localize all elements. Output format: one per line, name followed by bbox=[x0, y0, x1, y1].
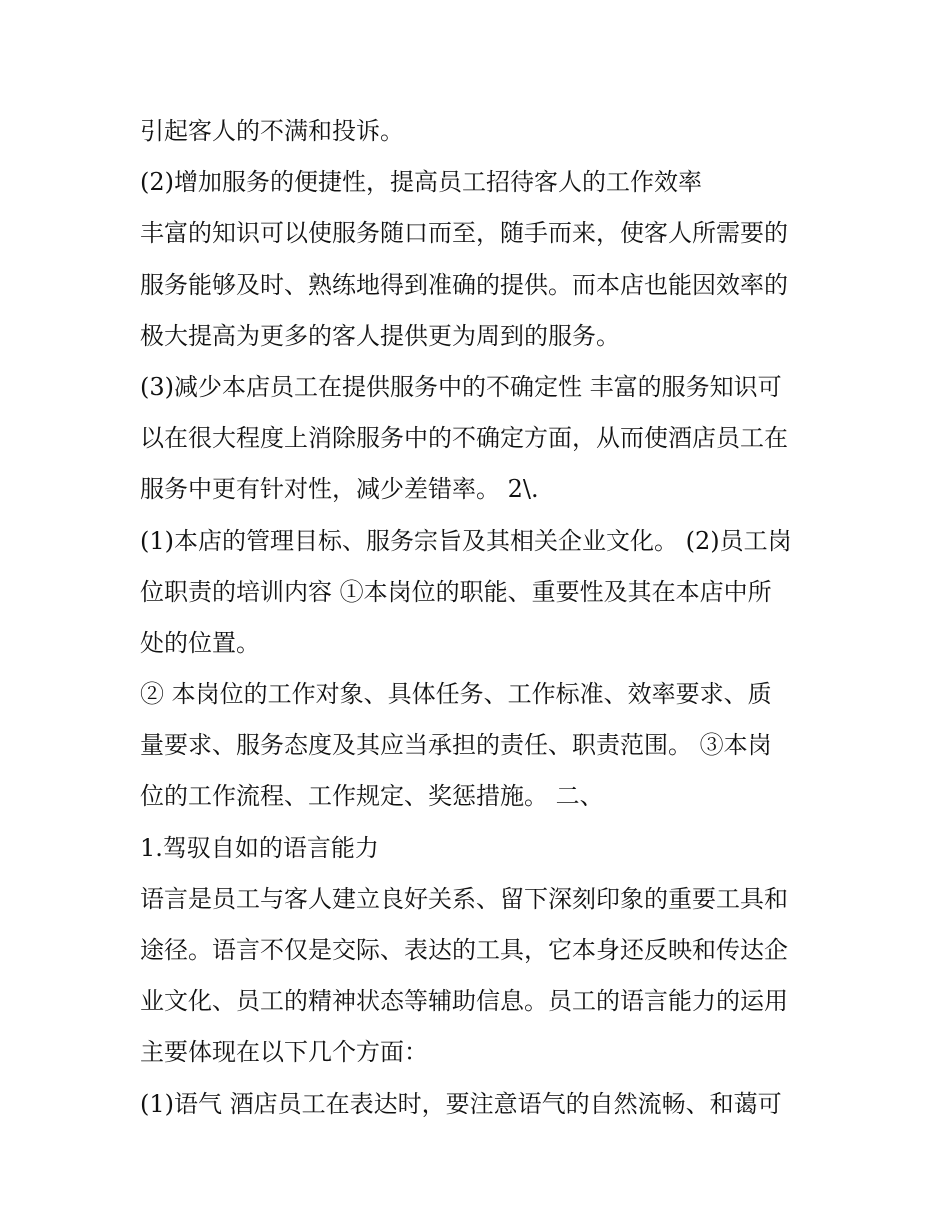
text-line: 量要求、服务态度及其应当承担的责任、职责范围。 ③本岗 bbox=[140, 731, 772, 760]
text-line: ② 本岗位的工作对象、具体任务、工作标准、效率要求、质 bbox=[140, 680, 772, 709]
text-line: 1.驾驭自如的语言能力 bbox=[140, 833, 379, 862]
text-line: 极大提高为更多的客人提供更为周到的服务。 bbox=[140, 321, 620, 350]
text-line: 丰富的知识可以使服务随口而至，随手而来，使客人所需要的 bbox=[140, 219, 788, 248]
text-line: 主要体现在以下几个方面： bbox=[140, 1038, 428, 1067]
text-line: 引起客人的不满和投诉。 bbox=[140, 117, 404, 145]
text-line: 途径。语言不仅是交际、表达的工具，它本身还反映和传达企 bbox=[140, 936, 788, 964]
text-line: 服务中更有针对性，减少差错率。 2\. bbox=[140, 475, 539, 504]
text-line: 位的工作流程、工作规定、奖惩措施。 二、 bbox=[140, 782, 604, 811]
document-body bbox=[140, 106, 820, 1130]
text-line: 处的位置。 bbox=[140, 628, 260, 657]
text-line: (1)本店的管理目标、服务宗旨及其相关企业文化。 (2)员工岗 bbox=[140, 526, 792, 555]
text-line: 服务能够及时、熟练地得到准确的提供。而本店也能因效率的 bbox=[140, 270, 788, 299]
text-line: 业文化、员工的精神状态等辅助信息。员工的语言能力的运用 bbox=[140, 987, 788, 1016]
text-line: 以在很大程度上消除服务中的不确定方面，从而使酒店员工在 bbox=[140, 424, 788, 453]
text-line: 位职责的培训内容 ①本岗位的职能、重要性及其在本店中所 bbox=[140, 577, 772, 606]
text-line: (3)减少本店员工在提供服务中的不确定性 丰富的服务知识可 bbox=[140, 372, 782, 401]
text-line: (2)增加服务的便捷性，提高员工招待客人的工作效率 bbox=[140, 168, 702, 197]
text-line: (1)语气 酒店员工在表达时，要注意语气的自然流畅、和蔼可 bbox=[140, 1089, 782, 1118]
text-line: 语言是员工与客人建立良好关系、留下深刻印象的重要工具和 bbox=[140, 884, 788, 913]
